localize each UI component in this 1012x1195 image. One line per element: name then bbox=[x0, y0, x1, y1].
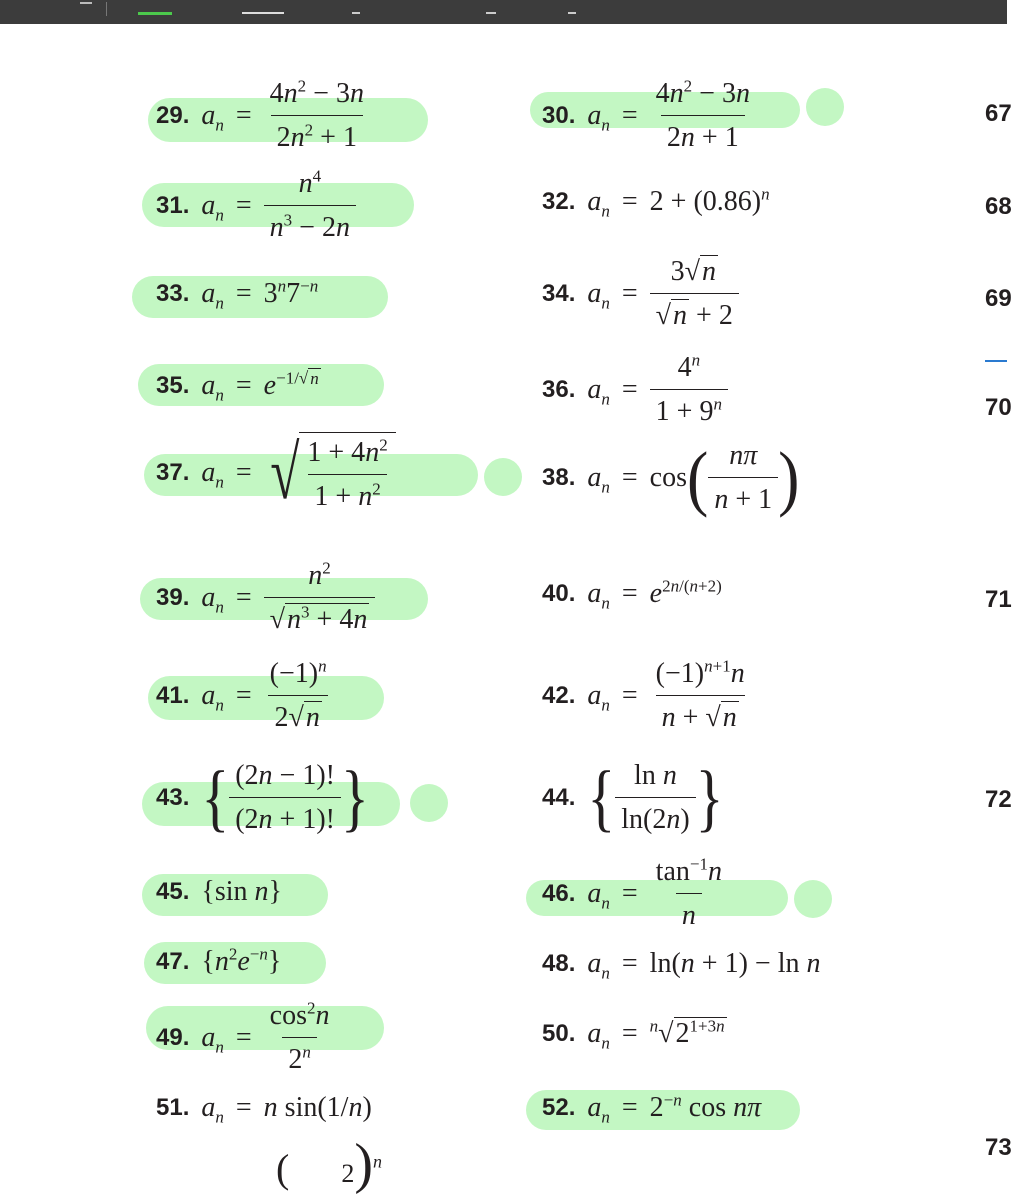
problem-48 bbox=[542, 948, 821, 983]
equals-sign: = bbox=[621, 1092, 638, 1123]
problem-38 bbox=[542, 436, 800, 519]
edge-number-70: 70 bbox=[985, 394, 1012, 421]
left-paren: ( bbox=[687, 436, 709, 519]
problem-50 bbox=[542, 1016, 727, 1053]
equals-sign: = bbox=[235, 370, 252, 401]
highlight-dot-30 bbox=[806, 88, 844, 126]
problem-number: 42. bbox=[542, 682, 576, 709]
fraction: $\frac{(-1)^n}{2√n}$ bbox=[269, 656, 327, 733]
pen-tool-icon[interactable] bbox=[138, 2, 172, 15]
fraction: $\frac{1 + 4n^2}{1 + n^2}$ bbox=[299, 432, 395, 513]
equals-sign: = bbox=[621, 1018, 638, 1049]
problem-47 bbox=[156, 946, 281, 978]
problem-number: 47. bbox=[156, 948, 190, 975]
equals-sign: = bbox=[235, 100, 252, 131]
shape-tool-icon[interactable] bbox=[352, 2, 360, 14]
fraction: $\frac{4n^2 - 3n}{2n^2 + 1}$ bbox=[269, 76, 364, 153]
sequence-term: $a_n$ bbox=[587, 1092, 610, 1127]
fraction: $\frac{\text{ln n}}{\ln(2n)}$ bbox=[615, 760, 695, 836]
radical-sign: √ bbox=[269, 430, 300, 515]
fraction: $\frac{n^2}{√n^3 + 4n}$ bbox=[264, 560, 376, 636]
sequence-term: $a_n$ bbox=[587, 278, 610, 313]
eraser-tool-icon[interactable] bbox=[486, 2, 496, 14]
problem-number: 30. bbox=[542, 102, 576, 129]
edge-number-68: 68 bbox=[985, 193, 1012, 220]
expression: $3^n7^{-n}$ bbox=[263, 276, 319, 309]
expression: $\{n^2e^{-n}\}$ bbox=[201, 944, 282, 977]
problem-number: 34. bbox=[542, 280, 576, 307]
problem-49 bbox=[156, 1000, 336, 1076]
right-paren: ) bbox=[778, 436, 800, 519]
left-brace: { bbox=[587, 755, 616, 840]
cutoff-next-row: ( 2)$^n$ bbox=[276, 1133, 382, 1195]
problem-31 bbox=[156, 168, 356, 244]
problem-46 bbox=[542, 856, 728, 932]
problem-32 bbox=[542, 184, 770, 221]
expression: $e^{2n/(n+2)}$ bbox=[649, 576, 722, 609]
problem-51 bbox=[156, 1092, 372, 1127]
highlight-dot-46 bbox=[794, 880, 832, 918]
sequence-term: $a_n$ bbox=[201, 370, 224, 405]
edge-number-73: 73 bbox=[985, 1134, 1012, 1161]
problem-35 bbox=[156, 368, 321, 405]
equals-sign: = bbox=[621, 186, 638, 217]
sequence-term: $a_n$ bbox=[201, 1022, 224, 1057]
problem-44 bbox=[542, 755, 724, 840]
sequence-term: $a_n$ bbox=[201, 456, 224, 492]
edge-divider-line bbox=[985, 360, 1007, 362]
problem-number: 36. bbox=[542, 376, 576, 403]
fraction: $\frac{\tan^{-1}n}{n}$ bbox=[655, 854, 722, 931]
fraction: $\frac{\cos^2n}{2^n}$ bbox=[269, 998, 330, 1075]
problem-29 bbox=[156, 78, 370, 154]
back-arrow-icon[interactable] bbox=[80, 2, 92, 14]
fraction: $\frac{n^4}{n^3 - 2n}$ bbox=[264, 168, 356, 244]
problem-30 bbox=[542, 78, 756, 154]
problem-number: 41. bbox=[156, 682, 190, 709]
problem-43 bbox=[156, 755, 369, 840]
toolbar-divider bbox=[106, 2, 107, 16]
highlight-dot-37 bbox=[484, 458, 522, 496]
expression: ln(n + 1) − ln n bbox=[649, 948, 821, 979]
problem-number: 32. bbox=[542, 188, 576, 215]
equals-sign: = bbox=[621, 278, 638, 309]
cos-function: cos bbox=[649, 462, 687, 493]
problem-number: 43. bbox=[156, 784, 190, 811]
right-brace: } bbox=[341, 755, 369, 840]
equals-sign: = bbox=[621, 948, 638, 979]
equals-sign: = bbox=[235, 278, 252, 309]
edge-number-72: 72 bbox=[985, 786, 1012, 813]
sequence-term: $a_n$ bbox=[587, 374, 610, 409]
left-brace: { bbox=[201, 755, 230, 840]
equals-sign: = bbox=[621, 462, 638, 493]
equals-sign: = bbox=[235, 190, 252, 221]
sequence-term: $a_n$ bbox=[587, 1018, 610, 1053]
equals-sign: = bbox=[235, 582, 252, 613]
problem-33 bbox=[156, 276, 319, 313]
text-tool-icon[interactable] bbox=[242, 2, 284, 14]
sequence-term: $a_n$ bbox=[587, 948, 610, 983]
sequence-term: $a_n$ bbox=[587, 878, 610, 913]
fraction: $\frac{n\pi}{n + 1}$ bbox=[708, 440, 778, 516]
problem-number: 45. bbox=[156, 878, 190, 905]
problem-number: 46. bbox=[542, 880, 576, 907]
equals-sign: = bbox=[621, 680, 638, 711]
equals-sign: = bbox=[235, 680, 252, 711]
expression: $2 + (0.86)^n$ bbox=[649, 184, 770, 217]
expression: $^n√2^{1+3n}$ bbox=[649, 1016, 725, 1049]
equals-sign: = bbox=[235, 1092, 252, 1123]
problem-number: 50. bbox=[542, 1020, 576, 1047]
equals-sign: = bbox=[235, 1022, 252, 1053]
edge-number-71: 71 bbox=[985, 586, 1012, 613]
problem-41 bbox=[156, 658, 333, 734]
expression: $e^{-1/√ n}$ bbox=[263, 368, 319, 401]
problem-number: 35. bbox=[156, 372, 190, 399]
problem-number: 40. bbox=[542, 580, 576, 607]
equals-sign: = bbox=[621, 878, 638, 909]
equals-sign: = bbox=[235, 456, 252, 488]
problem-39 bbox=[156, 560, 375, 636]
sequence-term: $a_n$ bbox=[587, 680, 610, 715]
fraction: $\frac{3√n}{√n + 2}$ bbox=[650, 256, 739, 332]
problem-number: 52. bbox=[542, 1094, 576, 1121]
sequence-term: $a_n$ bbox=[201, 190, 224, 225]
edge-number-69: 69 bbox=[985, 285, 1012, 312]
problem-45 bbox=[156, 876, 282, 908]
sequence-term: $a_n$ bbox=[201, 582, 224, 617]
edge-number-67: 67 bbox=[985, 100, 1012, 127]
expression: {sin n} bbox=[201, 876, 282, 907]
sequence-term: $a_n$ bbox=[587, 100, 610, 135]
problem-number: 39. bbox=[156, 584, 190, 611]
problem-36 bbox=[542, 352, 728, 428]
sequence-term: $a_n$ bbox=[201, 100, 224, 135]
problem-number: 33. bbox=[156, 280, 190, 307]
expression: n sin(1/n) bbox=[263, 1092, 372, 1123]
sequence-term: $a_n$ bbox=[201, 1092, 224, 1127]
problem-number: 44. bbox=[542, 784, 576, 811]
sequence-term: $a_n$ bbox=[587, 578, 610, 613]
problem-number: 37. bbox=[156, 458, 190, 486]
sequence-term: $a_n$ bbox=[201, 278, 224, 313]
top-toolbar bbox=[0, 0, 1007, 24]
problem-42 bbox=[542, 658, 751, 734]
equals-sign: = bbox=[621, 578, 638, 609]
equals-sign: = bbox=[621, 374, 638, 405]
problem-number: 38. bbox=[542, 464, 576, 491]
sequence-term: $a_n$ bbox=[587, 462, 610, 497]
fraction: $\frac{4n^2 - 3n}{2n + 1}$ bbox=[655, 76, 750, 153]
right-brace: } bbox=[695, 755, 724, 840]
problem-number: 48. bbox=[542, 950, 576, 977]
problem-34 bbox=[542, 256, 739, 332]
problem-number: 29. bbox=[156, 102, 190, 129]
fraction: $\frac{4^n}{1 + 9^n}$ bbox=[650, 352, 728, 428]
problem-number: 51. bbox=[156, 1094, 190, 1121]
sequence-term: $a_n$ bbox=[587, 186, 610, 221]
highlight-dot-43 bbox=[410, 784, 448, 822]
fraction: $\frac{(2n - 1)!}{(2n + 1)!}$ bbox=[229, 760, 341, 836]
problem-37 bbox=[156, 432, 396, 513]
equals-sign: = bbox=[621, 100, 638, 131]
fraction: $\frac{(-1)^{n+1}n}{n + √n}$ bbox=[655, 656, 745, 733]
problem-52 bbox=[542, 1090, 762, 1127]
problem-40 bbox=[542, 576, 722, 613]
problem-number: 49. bbox=[156, 1024, 190, 1051]
problem-number: 31. bbox=[156, 192, 190, 219]
sequence-term: $a_n$ bbox=[201, 680, 224, 715]
expression: $2^{-n}$ cos nπ bbox=[649, 1090, 762, 1123]
more-tool-icon[interactable] bbox=[568, 2, 576, 14]
